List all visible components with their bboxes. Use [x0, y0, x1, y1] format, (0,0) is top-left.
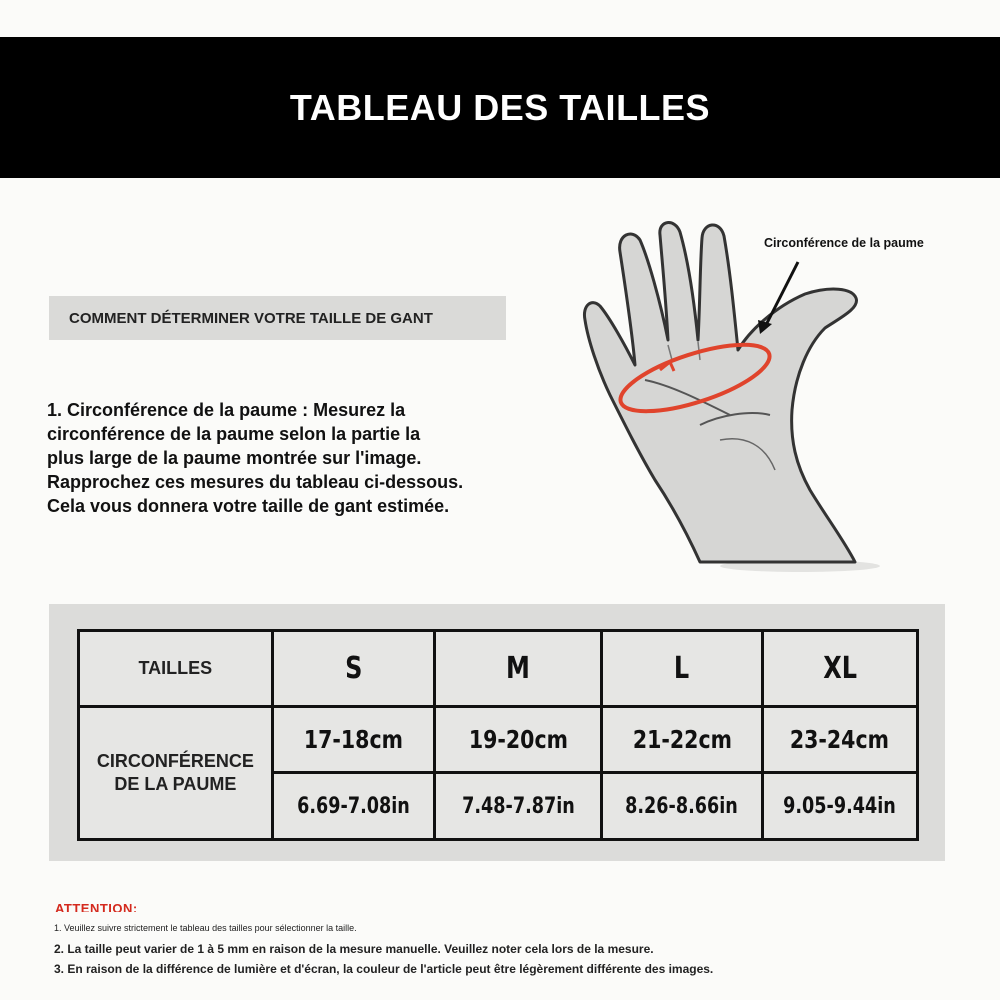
instruction-line: circonférence de la paume selon la partie la: [47, 424, 421, 444]
instruction-line: plus large de la paume montrée sur l'image.: [47, 448, 422, 468]
cm-cell: [272, 707, 434, 773]
size-table: [77, 629, 919, 841]
cm-value: 23-24cm: [790, 725, 890, 754]
attention-note: 3. En raison de la différence de lumière et d'écran, la couleur de l'article peut être légèrement différente des images.: [54, 962, 714, 976]
table-header-cell: [79, 707, 273, 840]
attention-note: 1. Veuillez suivre strictement le tableau des tailles pour sélectionner la taille.: [54, 923, 357, 933]
table-header-cell: [79, 631, 273, 707]
how-to-heading: COMMENT DÉTERMINER VOTRE TAILLE DE GANT: [49, 296, 506, 340]
size-cell-s: [272, 631, 434, 707]
size-label: L: [674, 651, 690, 686]
inch-cell: [435, 773, 602, 840]
measure-row-label: DE LA PAUME: [114, 774, 237, 794]
inch-value: 8.26-8.66in: [625, 793, 739, 819]
cm-value: 21-22cm: [632, 725, 732, 754]
cm-cell: [602, 707, 762, 773]
size-cell-xl: [762, 631, 917, 707]
inch-cell: [272, 773, 434, 840]
cm-value: 17-18cm: [303, 725, 403, 754]
size-label: M: [506, 651, 531, 686]
hand-outline-icon: [570, 210, 970, 580]
size-cell-l: [602, 631, 762, 707]
instruction-line: Cela vous donnera votre taille de gant estimée.: [47, 496, 450, 516]
instruction-line: Rapprochez ces mesures du tableau ci-dessous.: [47, 472, 464, 492]
cm-value: 19-20cm: [468, 725, 568, 754]
attention-heading: ATTENTION:: [55, 901, 138, 912]
table-row: [79, 631, 918, 707]
inch-value: 6.69-7.08in: [296, 793, 410, 819]
size-row-label: TAILLES: [138, 658, 213, 678]
inch-value: 9.05-9.44in: [783, 793, 897, 819]
palm-circumference-callout: Circonférence de la paume: [764, 236, 924, 250]
title-banner: [0, 37, 1000, 178]
measuring-instructions: [47, 398, 547, 518]
table-row: [79, 707, 918, 773]
size-label: XL: [822, 651, 857, 686]
measure-row-label: CIRCONFÉRENCE: [96, 751, 254, 771]
cm-cell: [762, 707, 917, 773]
page-title: TABLEAU DES TAILLES: [289, 86, 711, 128]
instruction-line: 1. Circonférence de la paume : Mesurez la: [47, 400, 406, 420]
size-cell-m: [435, 631, 602, 707]
inch-cell: [762, 773, 917, 840]
cm-cell: [435, 707, 602, 773]
attention-note: 2. La taille peut varier de 1 à 5 mm en raison de la mesure manuelle. Veuillez noter cela lors de la mesure.: [54, 942, 654, 956]
size-label: S: [344, 651, 362, 686]
inch-value: 7.48-7.87in: [461, 793, 575, 819]
attention-notes: [54, 921, 954, 979]
inch-cell: [602, 773, 762, 840]
